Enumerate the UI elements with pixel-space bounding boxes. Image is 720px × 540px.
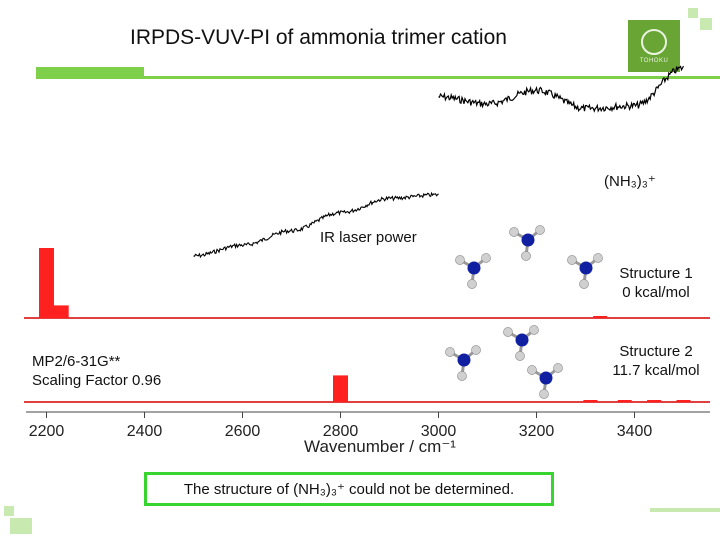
hydrogen-atom: [553, 363, 562, 372]
structure1-name: Structure 1: [619, 265, 693, 282]
nitrogen-atom: [468, 262, 481, 275]
tick-label: 2600: [224, 423, 261, 440]
stick-bar: [618, 400, 632, 402]
structure1-label: [606, 264, 706, 302]
stick-bar: [677, 400, 691, 402]
spectrum-trace: [439, 66, 684, 111]
method-text: MP2/6-31G**: [32, 353, 121, 370]
hydrogen-atom: [509, 227, 518, 236]
species-label: (NH₃)₃⁺: [604, 173, 656, 190]
hydrogen-atom: [567, 255, 576, 264]
tick-label: 2200: [28, 423, 65, 440]
hydrogen-atom: [457, 371, 466, 380]
hydrogen-atom: [481, 253, 490, 262]
wavenumber-axis: [26, 412, 710, 456]
hydrogen-atom: [455, 255, 464, 264]
trace-layer: [194, 66, 684, 257]
nitrogen-atom: [516, 334, 529, 347]
structure1-energy: 0 kcal/mol: [622, 284, 690, 301]
stick-bar: [333, 375, 348, 402]
hydrogen-atom: [593, 253, 602, 262]
stick-bar: [54, 305, 69, 318]
tick-label: 2800: [322, 423, 359, 440]
tick-label: 3200: [518, 423, 555, 440]
structure2-name: Structure 2: [619, 343, 693, 360]
structure2-label: [598, 342, 714, 380]
nitrogen-atom: [540, 372, 553, 385]
stick-bar: [583, 400, 597, 402]
slide-title: IRPDS-VUV-PI of ammonia trimer cation: [130, 26, 507, 49]
hydrogen-atom: [579, 279, 588, 288]
tick-label: 3400: [616, 423, 653, 440]
hydrogen-atom: [521, 251, 530, 260]
hydrogen-atom: [529, 325, 538, 334]
nitrogen-atom: [458, 354, 471, 367]
hydrogen-atom: [467, 279, 476, 288]
hydrogen-atom: [527, 365, 536, 374]
structure2-energy: 11.7 kcal/mol: [612, 362, 700, 379]
stick-bar: [593, 316, 607, 318]
hydrogen-atom: [503, 327, 512, 336]
ir-power-label: IR laser power: [320, 229, 417, 246]
molecule-layer: [445, 225, 602, 398]
stick-bar: [647, 400, 661, 402]
ir-power-trace: [194, 193, 439, 257]
hydrogen-atom: [471, 345, 480, 354]
conclusion-box: [144, 472, 554, 506]
method-label: [32, 352, 161, 390]
conclusion-text: The structure of (NH₃)₃⁺ could not be determined.: [183, 481, 515, 498]
tick-label: 3000: [420, 423, 457, 440]
hydrogen-atom: [515, 351, 524, 360]
tick-label: 2400: [126, 423, 163, 440]
scaling-text: Scaling Factor 0.96: [32, 372, 162, 389]
hydrogen-atom: [535, 225, 544, 234]
hydrogen-atom: [539, 389, 548, 398]
logo-wordmark: TOHOKU: [639, 57, 669, 64]
stick-bar: [39, 248, 54, 318]
nitrogen-atom: [580, 262, 593, 275]
x-axis-label: Wavenumber / cm⁻¹: [304, 437, 456, 456]
nitrogen-atom: [522, 234, 535, 247]
hydrogen-atom: [445, 347, 454, 356]
